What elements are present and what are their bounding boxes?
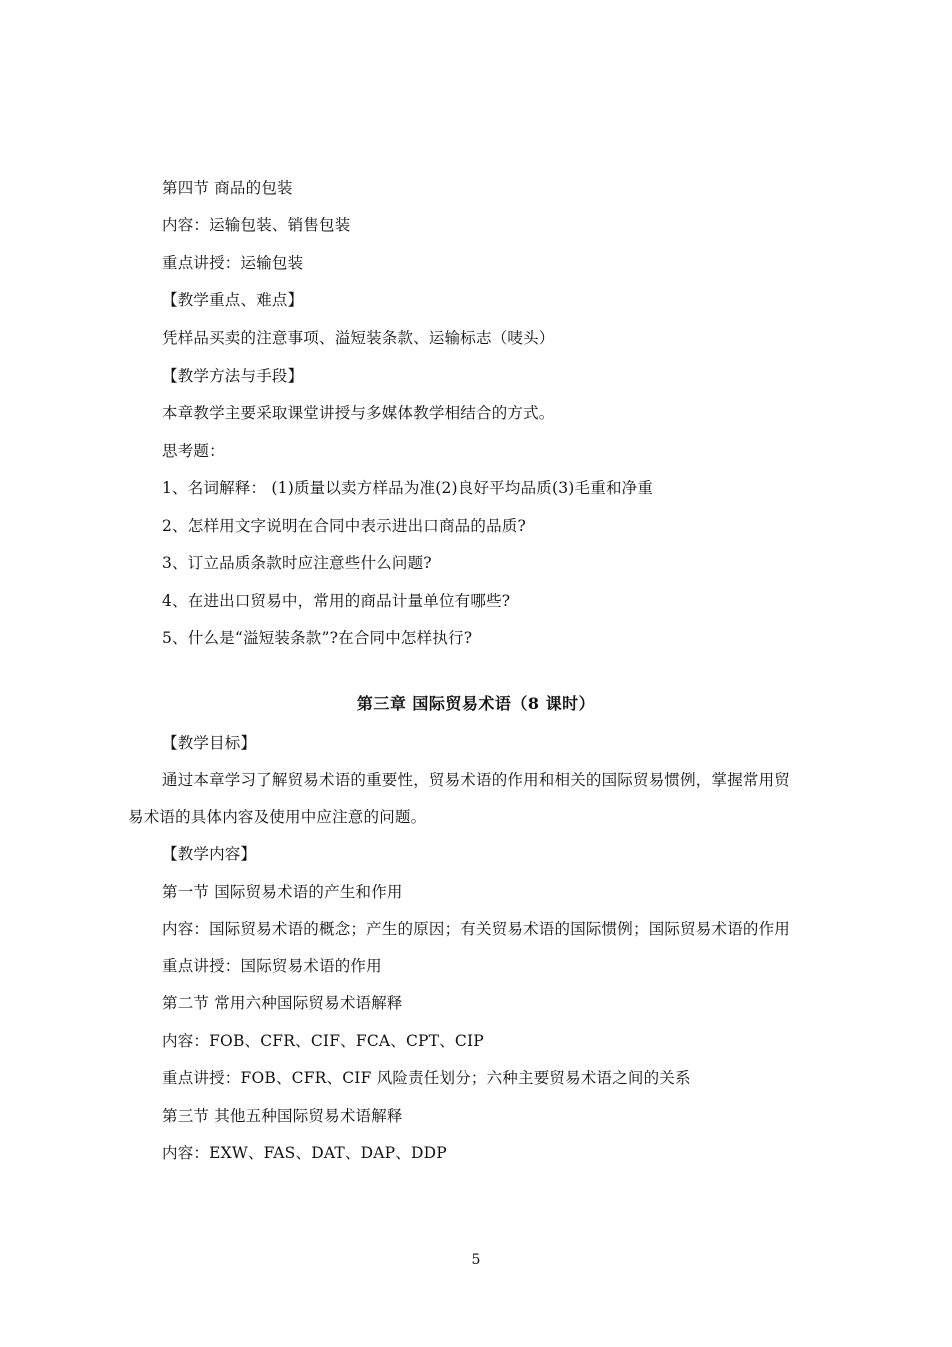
- section4-heading: 第四节 商品的包装: [162, 179, 293, 197]
- question-item: 4、在进出口贸易中，常用的商品计量单位有哪些?: [162, 592, 511, 610]
- section4-content: 内容：运输包装、销售包装: [162, 216, 351, 234]
- questions-heading: 思考题：: [162, 442, 225, 460]
- objectives-text-line2: 易术语的具体内容及使用中应注意的问题。: [128, 808, 427, 826]
- chapter3-sec2-heading: 第二节 常用六种国际贸易术语解释: [162, 994, 403, 1012]
- objectives-text-line1: 通过本章学习了解贸易术语的重要性，贸易术语的作用和相关的国际贸易惯例，掌握常用贸: [162, 771, 791, 789]
- methods-text: 本章教学主要采取课堂讲授与多媒体教学相结合的方式。: [162, 404, 555, 422]
- key-points-heading: 【教学重点、难点】: [162, 291, 304, 309]
- chapter3-sec1-content: 内容：国际贸易术语的概念；产生的原因；有关贸易术语的国际惯例；国际贸易术语的作用: [162, 920, 791, 938]
- chapter3-sec2-content: 内容：FOB、CFR、CIF、FCA、CPT、CIP: [162, 1032, 484, 1050]
- question-item: 3、订立品质条款时应注意些什么问题?: [162, 554, 432, 572]
- chapter3-sec2-focus: 重点讲授：FOB、CFR、CIF 风险责任划分；六种主要贸易术语之间的关系: [162, 1069, 691, 1087]
- key-points-text: 凭样品买卖的注意事项、溢短装条款、运输标志（唛头）: [162, 329, 555, 347]
- chapter3-sec3-heading: 第三节 其他五种国际贸易术语解释: [162, 1107, 403, 1125]
- section4-focus: 重点讲授：运输包装: [162, 254, 304, 272]
- chapter3-sec1-focus: 重点讲授：国际贸易术语的作用: [162, 957, 382, 975]
- question-item: 2、怎样用文字说明在合同中表示进出口商品的品质?: [162, 517, 526, 535]
- chapter3-title: 第三章 国际贸易术语（8 课时）: [356, 694, 596, 713]
- question-item: 5、什么是“溢短装条款”?在合同中怎样执行?: [162, 629, 473, 647]
- methods-heading: 【教学方法与手段】: [162, 367, 304, 385]
- chapter3-sec3-content: 内容：EXW、FAS、DAT、DAP、DDP: [162, 1144, 447, 1162]
- chapter3-sec1-heading: 第一节 国际贸易术语的产生和作用: [162, 883, 403, 901]
- question-item: 1、名词解释： (1)质量以卖方样品为准(2)良好平均品质(3)毛重和净重: [162, 479, 654, 497]
- objectives-heading: 【教学目标】: [162, 734, 257, 752]
- content-heading: 【教学内容】: [162, 845, 257, 863]
- page-number: 5: [471, 1252, 481, 1268]
